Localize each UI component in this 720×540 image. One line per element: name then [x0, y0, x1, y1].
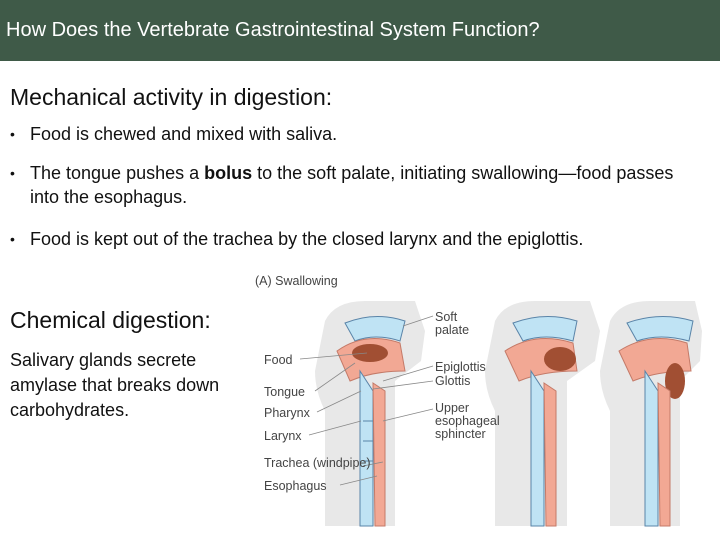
label-upper-esophageal-sphincter: Upper esophageal sphincter: [435, 401, 500, 441]
bolus-shape: [544, 347, 576, 371]
label-glottis: Glottis: [435, 374, 471, 388]
slide-title: How Does the Vertebrate Gastrointestinal System Function?: [6, 19, 540, 41]
bullet-text: Food is kept out of the trachea by the closed larynx and the epiglottis.: [30, 229, 584, 249]
chemical-heading: Chemical digestion:: [10, 307, 211, 333]
label-larynx: Larynx: [264, 429, 302, 443]
bolus-shape: [352, 344, 388, 362]
bullet-text-part: to the soft palate, initiating swallowing—food passes into the esophagus.: [30, 163, 674, 207]
label-tongue: Tongue: [264, 385, 306, 399]
title-bar: [0, 0, 720, 61]
panel-label: (A) Swallowing: [255, 274, 338, 288]
bolus-term: bolus: [204, 163, 253, 183]
mechanical-heading: Mechanical activity in digestion:: [10, 84, 333, 110]
swallowing-figure: [255, 271, 705, 531]
bullet-text: [30, 161, 680, 209]
label-food: Food: [264, 353, 293, 367]
bullet-text-part: The tongue pushes a: [30, 163, 205, 183]
bullet-item: [10, 161, 680, 209]
chemical-text: Salivary glands secrete amylase that breaks down carbohydrates.: [10, 350, 220, 420]
label-esophagus: Esophagus: [264, 479, 327, 493]
bullet-text: Food is chewed and mixed with saliva.: [30, 124, 338, 144]
label-pharynx: Pharynx: [264, 406, 310, 420]
bullet-item: [10, 227, 630, 251]
bullet-dot: •: [10, 126, 15, 142]
bullet-dot: •: [10, 231, 15, 247]
label-trachea: Trachea (windpipe): [264, 456, 371, 470]
bullet-dot: •: [10, 165, 15, 181]
label-soft-palate: Soft palate: [435, 310, 470, 337]
label-epiglottis: Epiglottis: [435, 360, 486, 374]
bullet-item: [10, 122, 700, 146]
